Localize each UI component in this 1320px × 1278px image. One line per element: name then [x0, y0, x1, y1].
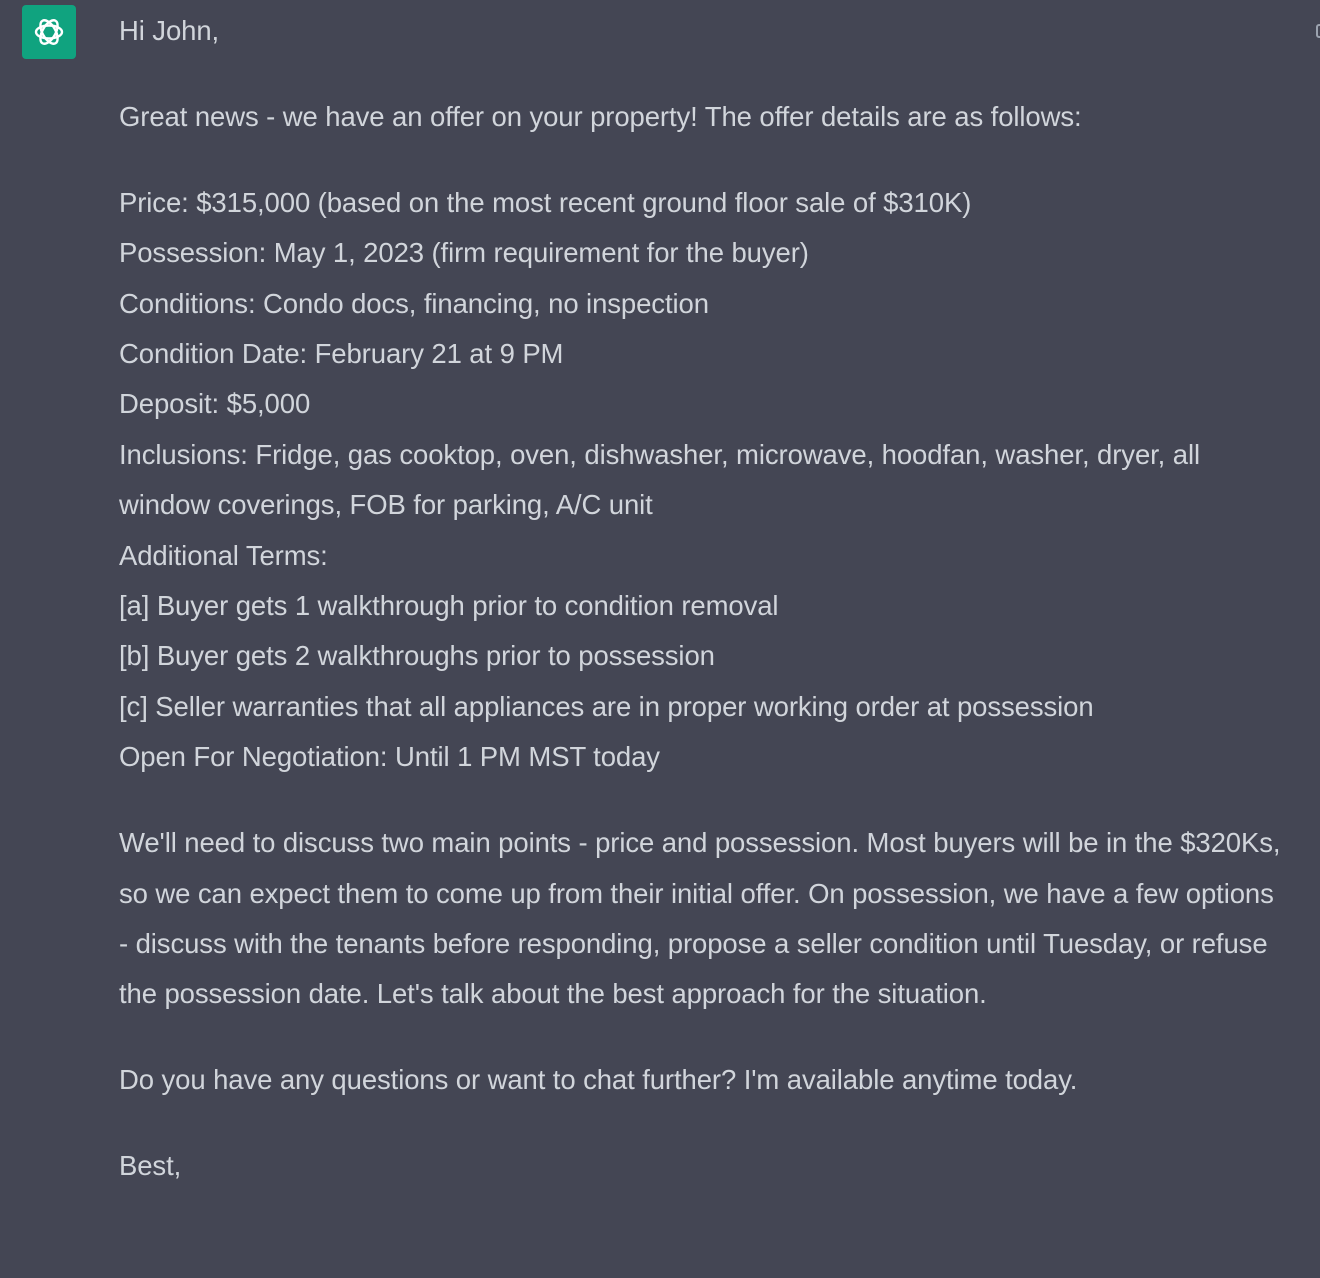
discussion-paragraph: We'll need to discuss two main points - price and possession. Most buyers will be in the $320Ks, so we can expect them to come up from their initial offer. On possession, we have a few options - discuss with the tenants before responding, propose a seller condition until Tuesday, or refuse the possession date. Let's talk about the best approach for the situation. — [119, 827, 1281, 1010]
assistant-message — [119, 6, 1289, 1227]
term-b: [b] Buyer gets 2 walkthroughs prior to possession — [119, 640, 715, 672]
detail-additional-terms: Additional Terms: — [119, 539, 328, 571]
term-c: [c] Seller warranties that all appliances are in proper working order at possession — [119, 690, 1094, 722]
copy-icon[interactable] — [1316, 24, 1320, 38]
detail-possession: Possession: May 1, 2023 (firm requirement for the buyer) — [119, 237, 809, 269]
signoff: Best, — [119, 1150, 182, 1182]
question-paragraph: Do you have any questions or want to chat further? I'm available anytime today. — [119, 1064, 1078, 1096]
detail-price: Price: $315,000 (based on the most recent ground floor sale of $310K) — [119, 186, 972, 218]
offer-details — [119, 178, 1289, 783]
detail-condition-date: Condition Date: February 21 at 9 PM — [119, 338, 564, 370]
assistant-avatar — [22, 5, 76, 59]
detail-conditions: Conditions: Condo docs, financing, no inspection — [119, 287, 709, 319]
detail-inclusions: Inclusions: Fridge, gas cooktop, oven, dishwasher, microwave, hoodfan, washer, dryer, all window coverings, FOB for parking, A/C unit — [119, 438, 1200, 521]
greeting: Hi John, — [119, 15, 220, 46]
intro-paragraph: Great news - we have an offer on your property! The offer details are as follows: — [119, 100, 1082, 132]
detail-negotiation: Open For Negotiation: Until 1 PM MST today — [119, 741, 660, 773]
openai-logo-icon — [29, 12, 69, 52]
term-a: [a] Buyer gets 1 walkthrough prior to condition removal — [119, 590, 779, 622]
detail-deposit: Deposit: $5,000 — [119, 388, 311, 420]
